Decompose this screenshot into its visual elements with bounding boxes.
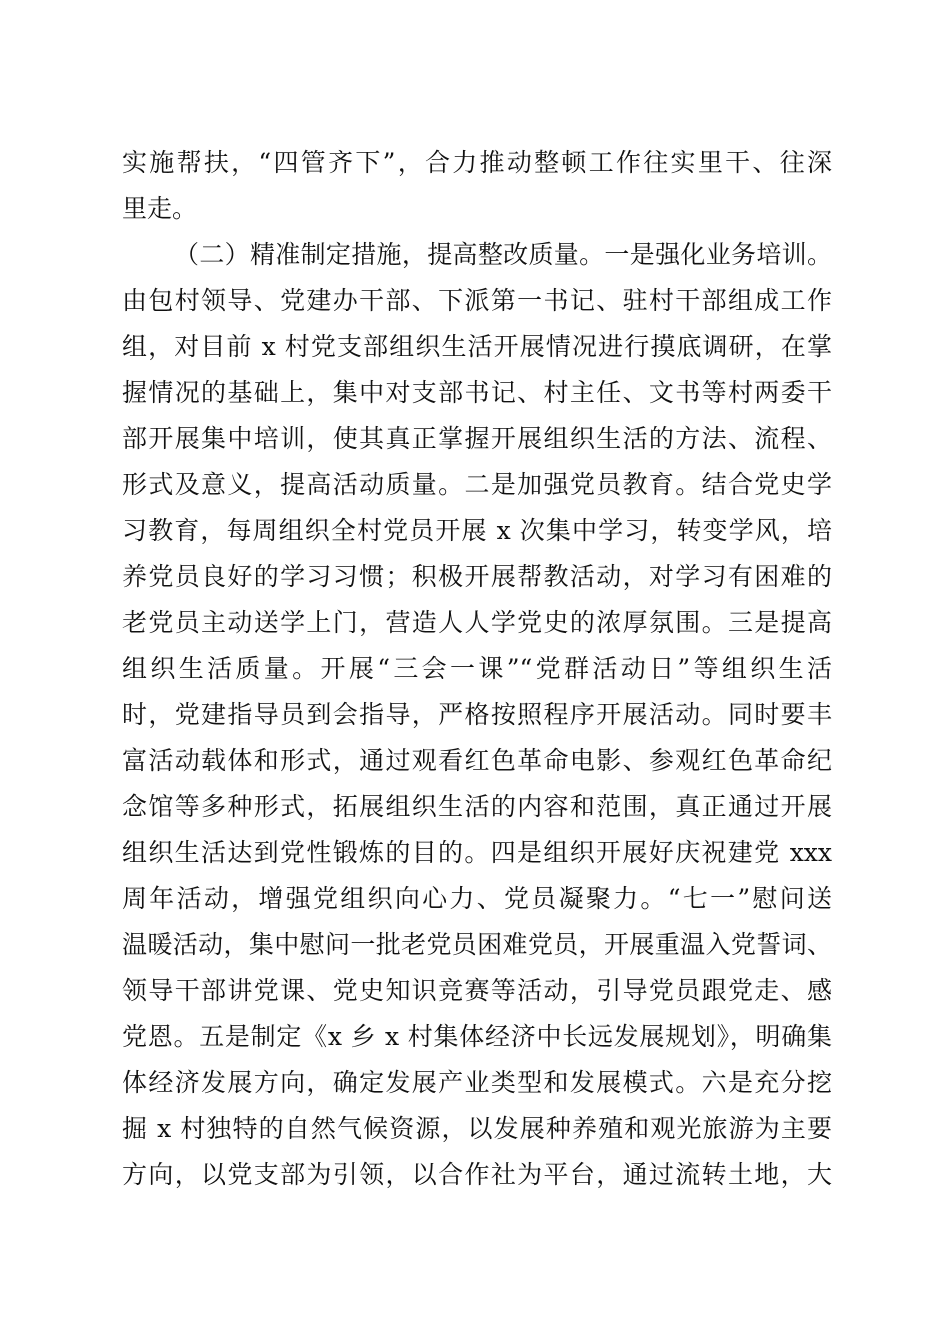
text-line: 握情况的基础上，集中对支部书记、村主任、文书等村两委干 (122, 378, 832, 407)
text-line: 老党员主动送学上门，营造人人学党史的浓厚氛围。三是提高 (122, 608, 832, 637)
text-line: 温暖活动，集中慰问一批老党员困难党员，开展重温入党誓词、 (122, 930, 832, 959)
text-line: 周年活动，增强党组织向心力、党员凝聚力。“七一”慰问送 (122, 884, 832, 913)
text-line: 组，对目前 x 村党支部组织生活开展情况进行摸底调研，在掌 (122, 332, 832, 361)
text-line: 党恩。五是制定《x 乡 x 村集体经济中长远发展规划》，明确集 (122, 1022, 832, 1051)
text-line: 形式及意义，提高活动质量。二是加强党员教育。结合党史学 (122, 470, 832, 499)
text-line: 时，党建指导员到会指导，严格按照程序开展活动。同时要丰 (122, 700, 832, 729)
text-line: 方向，以党支部为引领，以合作社为平台，通过流转土地，大 (122, 1160, 832, 1189)
text-line: 养党员良好的学习习惯；积极开展帮教活动，对学习有困难的 (122, 562, 832, 591)
text-line: 组织生活质量。开展“三会一课”“党群活动日”等组织生活 (122, 654, 832, 683)
text-line: 组织生活达到党性锻炼的目的。四是组织开展好庆祝建党 xxx (122, 838, 832, 867)
text-line: 领导干部讲党课、党史知识竞赛等活动，引导党员跟党走、感 (122, 976, 832, 1005)
text-line: 实施帮扶，“四管齐下”，合力推动整顿工作往实里干、往深 (122, 148, 832, 177)
text-line: 掘 x 村独特的自然气候资源，以发展种养殖和观光旅游为主要 (122, 1114, 832, 1143)
text-line: 习教育，每周组织全村党员开展 x 次集中学习，转变学风，培 (122, 516, 832, 545)
text-line: 由包村领导、党建办干部、下派第一书记、驻村干部组成工作 (122, 286, 832, 315)
text-line: 里走。 (122, 194, 198, 223)
section-heading-line: （二）精准制定措施，提高整改质量。一是强化业务培训。 (174, 240, 832, 269)
text-line: 富活动载体和形式，通过观看红色革命电影、参观红色革命纪 (122, 746, 832, 775)
text-line: 部开展集中培训，使其真正掌握开展组织生活的方法、流程、 (122, 424, 832, 453)
text-line: 念馆等多种形式，拓展组织生活的内容和范围，真正通过开展 (122, 792, 832, 821)
text-line: 体经济发展方向，确定发展产业类型和发展模式。六是充分挖 (122, 1068, 832, 1097)
